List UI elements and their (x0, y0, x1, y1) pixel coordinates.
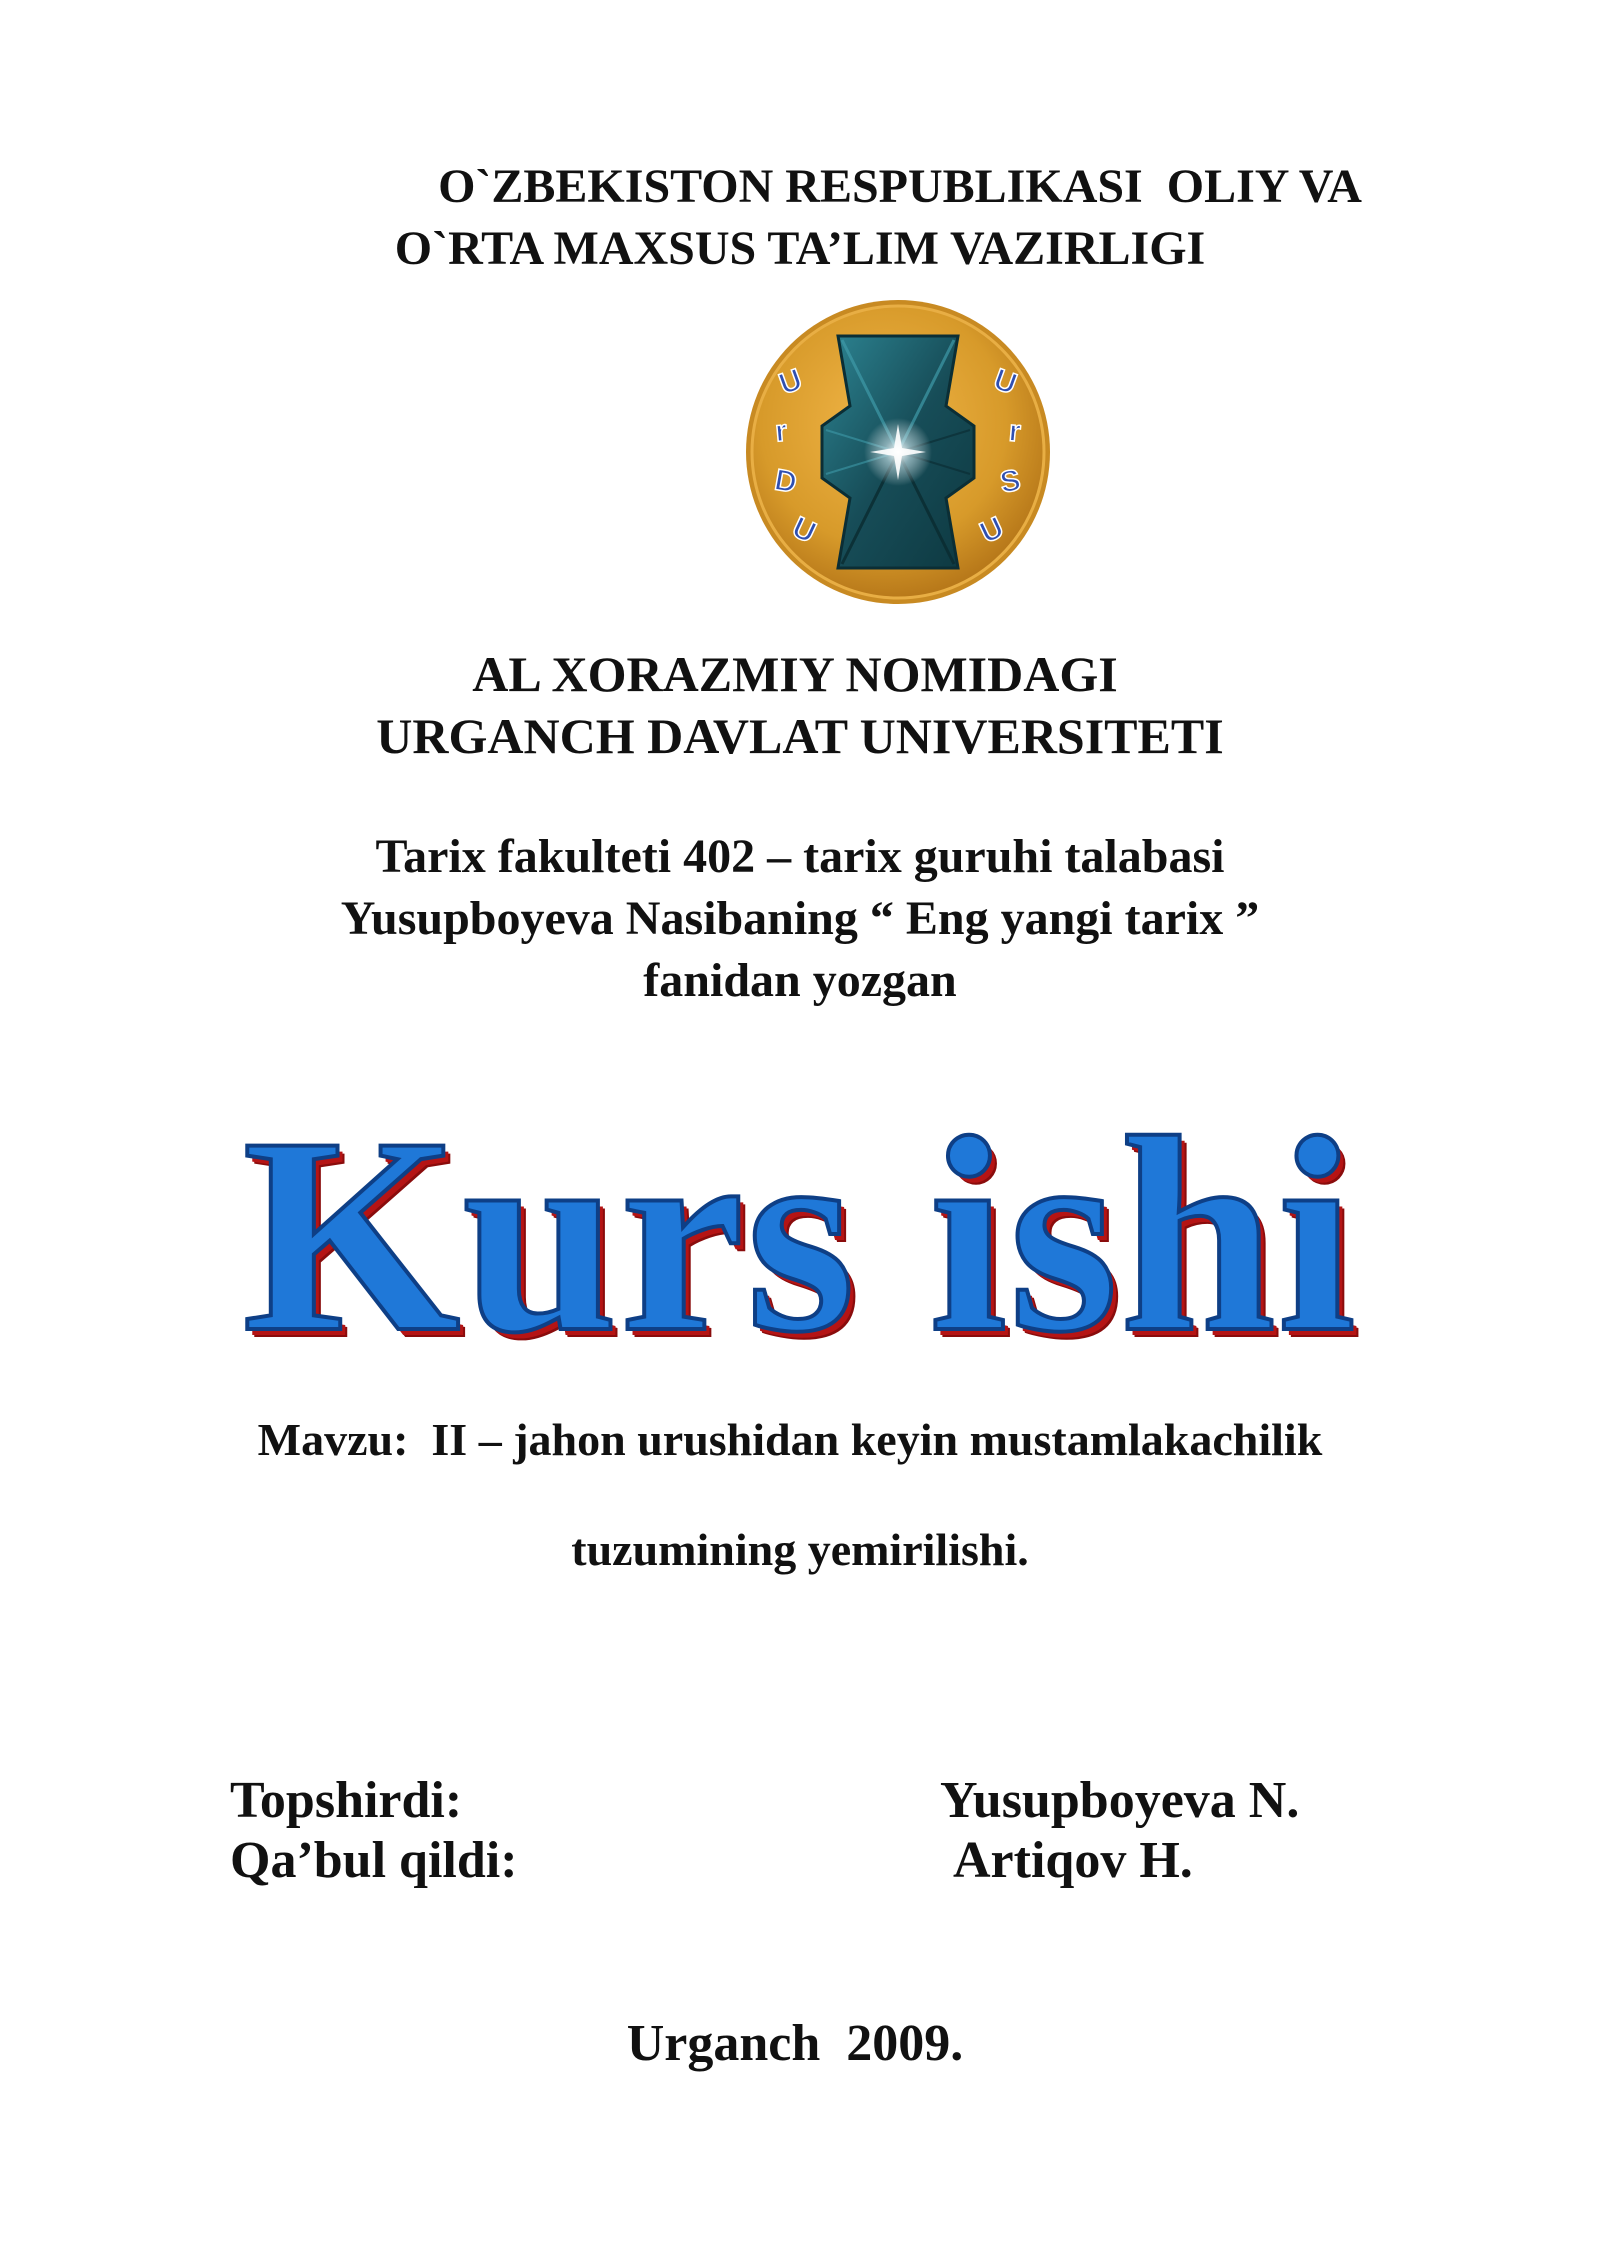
accepted-by-name: Artiqov H. (953, 1832, 1193, 1889)
svg-text:U: U (774, 362, 807, 402)
student-info-line-1: Tarix fakulteti 402 – tarix guruhi talabasi (375, 830, 1225, 883)
ministry-title-line-2: O`RTA MAXSUS TA’LIM VAZIRLIGI (394, 222, 1206, 275)
student-info-line-2: Yusupboyeva Nasibaning “ Eng yangi tarix ” (340, 892, 1260, 945)
svg-text:r: r (1007, 414, 1023, 449)
university-emblem-logo (742, 296, 1054, 608)
svg-text:r: r (773, 414, 789, 449)
topic-line-2: tuzumining yemirilishi. (571, 1524, 1029, 1575)
student-info-line-3: fanidan yozgan (643, 954, 957, 1007)
ministry-title-line-1: O`ZBEKISTON RESPUBLIKASI OLIY VA (438, 160, 1362, 213)
document-title-wordart: Kurs ishi (242, 1079, 1358, 1390)
university-name-line-1: AL XORAZMIY NOMIDAGI (472, 646, 1118, 702)
svg-text:U: U (975, 510, 1009, 550)
svg-text:U: U (989, 362, 1022, 402)
city-year: Urganch 2009. (626, 2015, 964, 2072)
submitted-by-name: Yusupboyeva N. (940, 1772, 1300, 1829)
topic-line-1: Mavzu: II – jahon urushidan keyin mustamlakachilik (257, 1414, 1323, 1465)
accepted-by-label: Qa’bul qildi: (230, 1832, 518, 1889)
svg-text:U: U (787, 510, 821, 550)
svg-text:D: D (772, 463, 800, 500)
university-name-line-2: URGANCH DAVLAT UNIVERSITETI (376, 708, 1224, 764)
submitted-by-label: Topshirdi: (230, 1772, 463, 1829)
svg-text:S: S (997, 463, 1024, 500)
